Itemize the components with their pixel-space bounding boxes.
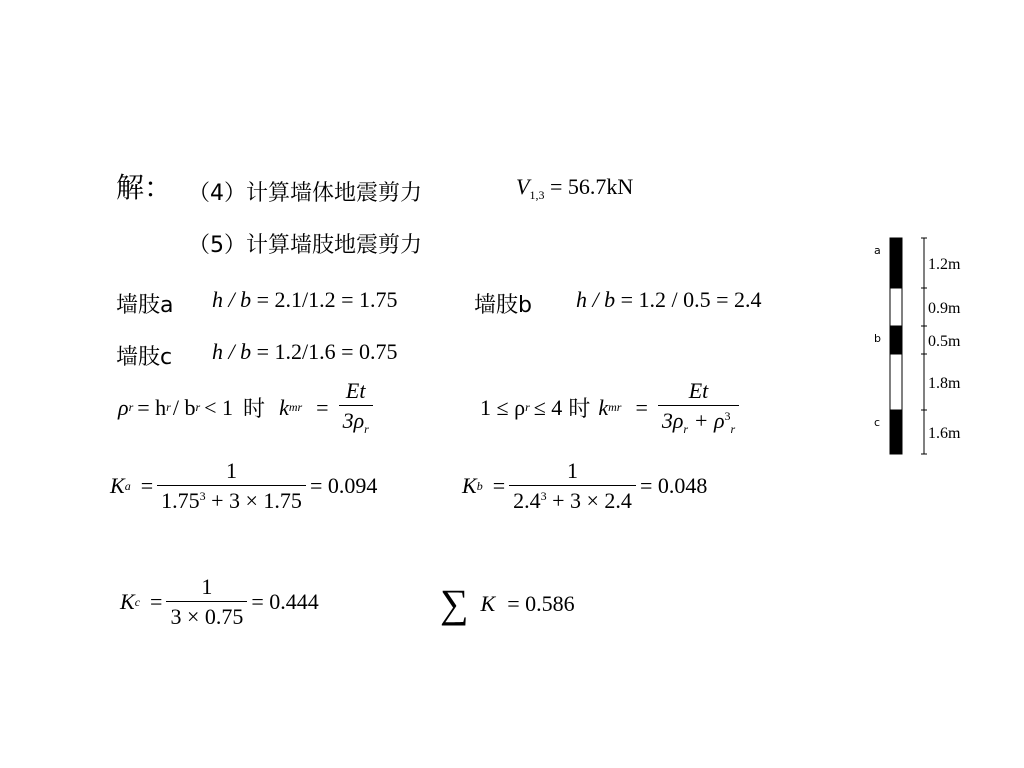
- sum-result: = 0.586: [507, 591, 575, 616]
- frac-num: Et: [688, 378, 709, 403]
- k-subscript: b: [476, 478, 483, 493]
- sum-k-formula: [440, 581, 575, 626]
- wall-segment-a: [890, 238, 902, 288]
- wall-b-expr: = 1.2 / 0.5 = 2.4: [620, 287, 762, 312]
- v-symbol: V: [516, 174, 530, 199]
- segment-dimension: 0.9m: [928, 300, 961, 317]
- wall-b-label: 墙肢b: [474, 293, 532, 318]
- frac-den-sup: 3: [540, 489, 547, 503]
- step4-title: （4）计算墙体地震剪力: [188, 181, 422, 206]
- cond1-fraction: [339, 378, 373, 437]
- hb-ratio: h / b: [212, 339, 257, 364]
- frac-num: 1: [567, 458, 579, 483]
- segment-dimension: 1.8m: [928, 375, 961, 392]
- v-subscript: 1,3: [529, 188, 545, 202]
- cond2-shi: 时: [568, 397, 591, 422]
- k-symbol: K: [462, 473, 477, 498]
- segment-label-a: a: [874, 244, 881, 257]
- segment-label-c: c: [874, 416, 881, 429]
- cond2-sub: r: [525, 400, 530, 414]
- step4-formula: [516, 174, 633, 203]
- frac-den-sup: 3: [199, 489, 206, 503]
- kb-formula: [462, 458, 707, 514]
- v-value: = 56.7kN: [549, 174, 634, 199]
- wall-c-label: 墙肢c: [116, 345, 173, 370]
- condition1-formula: ρ r = h r / b r < 1 时 k mr = $\frac{Et}{3\rho_r}$: [118, 378, 377, 437]
- segment-label-b: b: [874, 332, 881, 345]
- frac-den: 3ρ: [342, 408, 365, 433]
- eq-sign: =: [492, 473, 506, 498]
- kc-formula: [120, 574, 319, 630]
- eq-sign: =: [150, 589, 163, 614]
- ka-fraction: [157, 458, 306, 514]
- frac-den: 1.75: [161, 488, 200, 513]
- frac-den-rest: + 3 × 2.4: [546, 488, 632, 513]
- frac-num: 1: [201, 574, 213, 599]
- solution-label: 解：: [116, 171, 173, 204]
- kb-result: = 0.048: [639, 473, 708, 498]
- k-symbol: K: [110, 473, 125, 498]
- frac-den: 3ρ: [661, 408, 684, 433]
- cond2-right: ≤ 4: [533, 394, 563, 420]
- cond2-left: 1 ≤ ρ: [480, 394, 526, 420]
- frac-den-rest: + 3 × 1.75: [205, 488, 302, 513]
- kb-fraction: [509, 458, 636, 514]
- hb-ratio: h / b: [212, 287, 257, 312]
- k-symbol: K: [480, 591, 496, 616]
- k-subscript: mr: [288, 400, 303, 414]
- k-symbol: K: [120, 589, 135, 614]
- cond1-shi: 时: [243, 397, 266, 422]
- cond1-lt: < 1: [204, 394, 234, 420]
- k-symbol: k: [279, 394, 289, 420]
- step5-title: （5）计算墙肢地震剪力: [188, 233, 422, 258]
- k-subscript: c: [134, 594, 141, 609]
- cond1-h: = h: [137, 394, 167, 420]
- frac-num: Et: [345, 378, 366, 403]
- wall-segment-opening-1: [890, 288, 902, 326]
- ka-formula: [110, 458, 377, 514]
- condition2-formula: [480, 378, 743, 437]
- wall-segment-c: [890, 410, 902, 454]
- wall-c-expr: = 1.2/1.6 = 0.75: [256, 339, 398, 364]
- rho-symbol: ρ: [118, 394, 129, 420]
- segment-dimension: 0.5m: [928, 333, 961, 350]
- wall-segment-b: [890, 326, 902, 354]
- frac-den: 2.4: [513, 488, 541, 513]
- frac-den-sub: r: [364, 422, 369, 436]
- kc-fraction: [166, 574, 247, 630]
- sigma-icon: ∑: [440, 581, 469, 626]
- frac-den-plus: + ρ: [688, 408, 725, 433]
- frac-den: 3 × 0.75: [166, 601, 247, 630]
- segment-dimension: 1.6m: [928, 425, 961, 442]
- k-subscript: mr: [608, 400, 622, 414]
- cond1-eq: =: [316, 394, 329, 420]
- k-symbol: k: [598, 394, 609, 420]
- wall-b-formula: [576, 287, 762, 313]
- cond2-fraction: [658, 378, 739, 437]
- frac-num: 1: [226, 458, 238, 483]
- frac-den-sub: r: [683, 422, 689, 436]
- cond1-b: / b: [172, 394, 196, 420]
- wall-c-formula: [212, 339, 398, 365]
- cond2-eq: =: [635, 394, 648, 420]
- segment-dimension: 1.2m: [928, 256, 961, 273]
- wall-diagram: [860, 230, 980, 466]
- wall-a-expr: = 2.1/1.2 = 1.75: [256, 287, 398, 312]
- frac-den-sup: 3: [724, 409, 731, 423]
- ka-result: = 0.094: [309, 473, 378, 498]
- wall-a-formula: [212, 287, 398, 313]
- kc-result: = 0.444: [251, 589, 319, 614]
- wall-a-label: 墙肢a: [116, 293, 174, 318]
- frac-den-sub: r: [730, 422, 736, 436]
- eq-sign: =: [140, 473, 154, 498]
- k-subscript: a: [124, 478, 131, 493]
- hb-ratio: h / b: [576, 287, 621, 312]
- wall-segment-opening-3: [890, 354, 902, 410]
